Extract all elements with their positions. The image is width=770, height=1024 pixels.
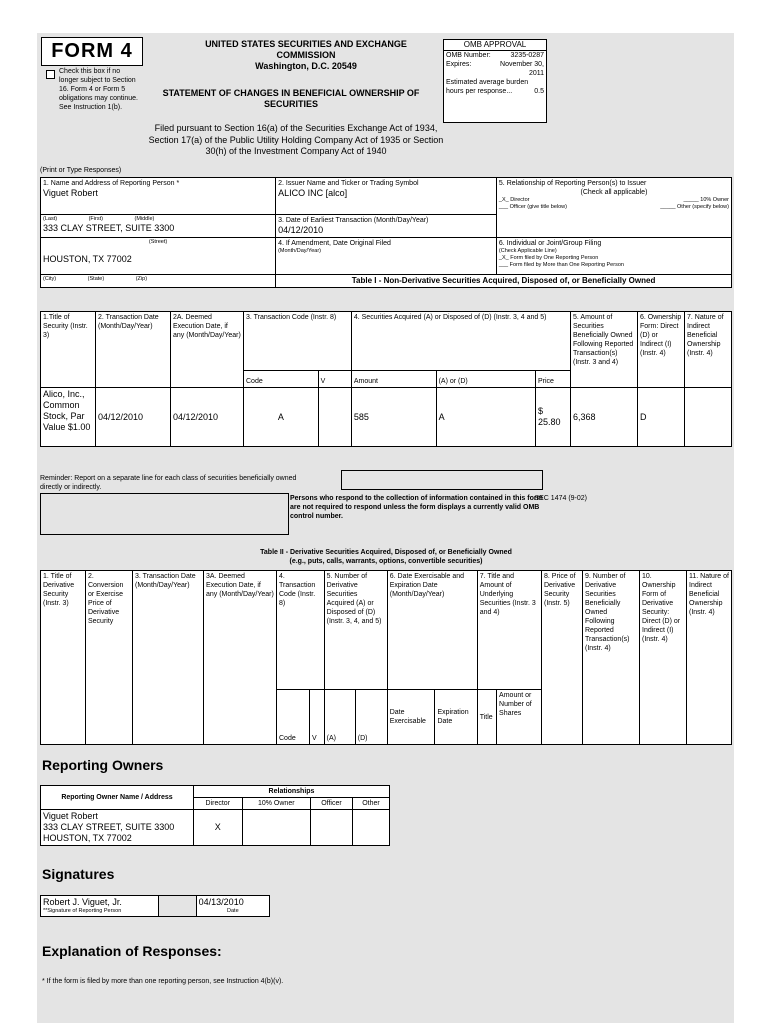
joint-filing-one: _X_ Form filed by One Reporting Person: [498, 255, 599, 261]
t2-h6: 6. Date Exercisable and Expiration Date (Month/Day/Year): [387, 571, 477, 690]
t2-h1: 1. Title of Derivative Security (Instr. 3): [41, 571, 86, 745]
t2-h3: 3. Transaction Date (Month/Day/Year): [133, 571, 204, 745]
omb-number-row: [444, 51, 546, 60]
table2-derivative: [40, 570, 732, 745]
middle-label: (Middle): [134, 216, 155, 222]
signature-cell: [41, 896, 159, 917]
t1-sub-code: Code: [244, 371, 319, 388]
explanation-footnote: * If the form is filed by more than one reporting person, see Instruction 4(b)(v).: [42, 978, 284, 985]
reporting-owners-heading: Reporting Owners: [42, 757, 164, 773]
explanation-heading: Explanation of Responses:: [42, 943, 222, 959]
t1-sub-v: V: [318, 371, 351, 388]
signature-date: 04/13/2010: [198, 897, 244, 907]
issuer-name: ALICO INC [alco]: [278, 188, 348, 198]
check-all-label: (Check all applicable): [580, 189, 648, 196]
omb-approval-box: [443, 39, 547, 123]
reporter-info-table: [40, 177, 732, 288]
relationship-officer-other: [499, 204, 729, 211]
joint-filing-cell: [496, 238, 731, 275]
signature-spacer: [159, 896, 196, 917]
table2-title-line2: (e.g., puts, calls, warrants, options, convertible securities): [289, 558, 483, 565]
joint-filing-label: 6. Individual or Joint/Group Filing: [498, 240, 602, 247]
gray-box: [40, 493, 289, 535]
table2-title: [40, 548, 732, 566]
t1-sub-ad: (A) or (D): [436, 371, 535, 388]
t2-sub-title: Title: [477, 690, 496, 745]
omb-expires: November 30, 2011: [500, 61, 544, 77]
t1-sub-price: Price: [536, 371, 571, 388]
table1-non-derivative: [40, 311, 732, 447]
joint-filing-sub: (Check Applicable Line): [498, 248, 557, 254]
form-sheet: [37, 33, 734, 1023]
owner-street: 333 CLAY STREET, SUITE 3300: [43, 822, 175, 832]
reporter-name-cell: [41, 178, 276, 215]
owners-col-ten: 10% Owner: [242, 798, 310, 810]
persons-respond-text: Persons who respond to the collection of information contained in this form are not required to respond unless the form displays a currently valid OMB control number.: [290, 495, 543, 520]
t2-sub-d: (D): [355, 690, 387, 745]
t2-h4: 4. Transaction Code (Instr. 8): [277, 571, 325, 690]
omb-number-label: OMB Number:: [446, 52, 491, 59]
table2-title-line1: Table II - Derivative Securities Acquired, Disposed of, or Beneficially Owned: [260, 549, 512, 556]
t1-h-nature: 7. Nature of Indirect Beneficial Ownership (Instr. 4): [685, 312, 732, 388]
owners-col-relationships: Relationships: [194, 786, 390, 798]
omb-title: OMB APPROVAL: [444, 40, 546, 51]
reminder-text: Reminder: Report on a separate line for each class of securities beneficially owned directly or indirectly.: [40, 475, 297, 491]
omb-expires-label: Expires:: [446, 61, 472, 68]
agency-line-1: UNITED STATES SECURITIES AND EXCHANGE: [205, 39, 407, 49]
reporter-name-label: 1. Name and Address of Reporting Person *: [43, 180, 180, 187]
owners-col-name: Reporting Owner Name / Address: [41, 786, 194, 810]
t1-h-owned: 5. Amount of Securities Beneficially Owned Following Reported Transaction(s) (Instr. 3 and 4): [571, 312, 638, 388]
earliest-date: 04/12/2010: [278, 225, 324, 235]
omb-burden: 0.5: [534, 88, 544, 95]
table1-title: Table I - Non-Derivative Securities Acquired, Disposed of, or Beneficially Owned: [276, 275, 732, 288]
signature-name: Robert J. Viguet, Jr.: [43, 897, 122, 907]
t1-row-deemed: 04/12/2010: [171, 388, 244, 447]
reporting-owners-table: [40, 785, 390, 846]
t2-h5: 5. Number of Derivative Securities Acquired (A) or Disposed of (D) (Instr. 3, 4, and 5): [324, 571, 387, 690]
owner-officer-mark: [310, 810, 352, 846]
rel-ten-owner: _____ 10% Owner: [683, 197, 729, 203]
t2-sub-code: Code: [277, 690, 310, 745]
t2-sub-v: V: [309, 690, 324, 745]
checkbox-label: Check this box if no longer subject to Section 16. Form 4 or Form 5 obligations may continue. See Instruction 1(b).: [59, 68, 138, 111]
form-title-box: [41, 37, 143, 66]
owner-name-address: [41, 810, 194, 846]
owner-other-mark: [352, 810, 389, 846]
t2-sub-a: (A): [324, 690, 355, 745]
t1-row-title: Alico, Inc., Common Stock, Par Value $1.00: [41, 388, 96, 447]
t1-row-nature: [685, 388, 732, 447]
print-type-note: (Print or Type Responses): [40, 167, 122, 174]
omb-number: 3235-0287: [510, 52, 544, 59]
owner-name: Viguet Robert: [43, 811, 98, 821]
signature-date-label: Date: [227, 908, 239, 914]
first-label: (First): [88, 216, 103, 222]
t1-row-owned: 6,368: [571, 388, 638, 447]
gray-box: [341, 470, 543, 490]
t1-row-form: D: [638, 388, 685, 447]
state-label: (State): [87, 276, 105, 282]
statement-title: STATEMENT OF CHANGES IN BENEFICIAL OWNERSHIP OF SECURITIES: [162, 88, 420, 109]
owners-row: [41, 810, 390, 846]
street-label: (Street): [148, 239, 168, 245]
signature-label: **Signature of Reporting Person: [43, 908, 122, 914]
t1-h-deemed: 2A. Deemed Execution Date, if any (Month/Day/Year): [171, 312, 244, 388]
reporter-street-cell: [41, 215, 276, 238]
t2-h11: 11. Nature of Indirect Beneficial Ownership (Instr. 4): [687, 571, 732, 745]
name-parts-labels: [43, 216, 273, 223]
relationship-director-ten: [499, 197, 729, 204]
last-label: (Last): [43, 216, 58, 222]
t2-h7: 7. Title and Amount of Underlying Securities (Instr. 3 and 4): [477, 571, 541, 690]
earliest-date-cell: [276, 215, 497, 238]
amendment-label: 4. If Amendment, Date Original Filed: [278, 240, 391, 247]
rel-other: _____ Other (specify below): [660, 204, 729, 210]
signatures-heading: Signatures: [42, 866, 115, 882]
omb-burden-row: [444, 78, 546, 96]
t2-h2: 2. Conversion or Exercise Price of Derivative Security: [86, 571, 133, 745]
city-state-zip-labels: [41, 275, 276, 288]
t2-h8: 8. Price of Derivative Security (Instr. 5): [542, 571, 583, 745]
owner-ten-mark: [242, 810, 310, 846]
t1-row-price: $ 25.80: [536, 388, 571, 447]
reporter-street-address: 333 CLAY STREET, SUITE 3300: [43, 223, 175, 233]
issuer-label: 2. Issuer Name and Ticker or Trading Symbol: [278, 180, 419, 187]
sec-number: SEC 1474 (9-02): [534, 495, 587, 502]
agency-line-3: Washington, D.C. 20549: [255, 61, 357, 71]
omb-expires-row: [444, 60, 546, 77]
t2-h3a: 3A. Deemed Execution Date, if any (Month/Day/Year): [204, 571, 277, 745]
relationship-cell: [496, 178, 731, 238]
t2-sub-amount: Amount or Number of Shares: [497, 690, 542, 745]
amendment-cell: [276, 238, 497, 275]
t1-h-date: 2. Transaction Date (Month/Day/Year): [96, 312, 171, 388]
form-title: FORM 4: [51, 40, 133, 62]
t1-row-amount: 585: [351, 388, 436, 447]
t2-sub-exercisable: Date Exercisable: [387, 690, 435, 745]
t2-sub-expiration: Expiration Date: [435, 690, 477, 745]
t1-h-title: 1.Title of Security (Instr. 3): [41, 312, 96, 388]
issuer-cell: [276, 178, 497, 215]
joint-filing-more: ___ Form filed by More than One Reporting Person: [498, 262, 624, 268]
rel-director: _X_ Director: [498, 197, 530, 203]
t1-row-v: [318, 388, 351, 447]
reporter-city-address: HOUSTON, TX 77002: [43, 254, 132, 264]
owners-col-officer: Officer: [310, 798, 352, 810]
signature-date-cell: [196, 896, 269, 917]
signature-table: [40, 895, 270, 917]
zip-label: (Zip): [135, 276, 148, 282]
t2-h9: 9. Number of Derivative Securities Beneficially Owned Following Reported Transaction(s) (Instr. 4): [583, 571, 640, 745]
reporter-name: Viguet Robert: [43, 188, 98, 198]
t1-h-code: 3. Transaction Code (Instr. 8): [244, 312, 352, 371]
owner-city: HOUSTON, TX 77002: [43, 833, 132, 843]
t1-h-securities: 4. Securities Acquired (A) or Disposed of (D) (Instr. 3, 4 and 5): [351, 312, 570, 371]
agency-block: [171, 39, 441, 72]
filed-pursuant-text: Filed pursuant to Section 16(a) of the Securities Exchange Act of 1934, Section 17(a) of the Public Utility Holding Company Act of 1935 or Section 30(h) of the Investment Company Act of 1940: [148, 123, 444, 156]
no-longer-subject-checkbox[interactable]: [46, 70, 55, 79]
city-label: (City): [43, 276, 57, 282]
rel-officer: ___ Officer (give title below): [498, 204, 567, 210]
t1-row-ad: A: [436, 388, 535, 447]
owners-col-director: Director: [194, 798, 243, 810]
t1-h-form: 6. Ownership Form: Direct (D) or Indirect (I) (Instr. 4): [638, 312, 685, 388]
earliest-date-label: 3. Date of Earliest Transaction (Month/Day/Year): [278, 217, 429, 224]
relationship-label: 5. Relationship of Reporting Person(s) to Issuer: [498, 180, 647, 187]
reporter-city-cell: [41, 238, 276, 275]
owners-col-other: Other: [352, 798, 389, 810]
t1-row-code: A: [244, 388, 319, 447]
t1-sub-amount: Amount: [351, 371, 436, 388]
omb-burden-label: Estimated average burden hours per response...: [446, 79, 529, 95]
owner-director-mark: X: [194, 810, 243, 846]
t1-row: [41, 388, 732, 447]
agency-line-2: COMMISSION: [276, 50, 336, 60]
t2-h10: 10. Ownership Form of Derivative Security: Direct (D) or Indirect (I) (Instr. 4): [640, 571, 687, 745]
t1-row-date: 04/12/2010: [96, 388, 171, 447]
amendment-sub: (Month/Day/Year): [278, 248, 321, 254]
